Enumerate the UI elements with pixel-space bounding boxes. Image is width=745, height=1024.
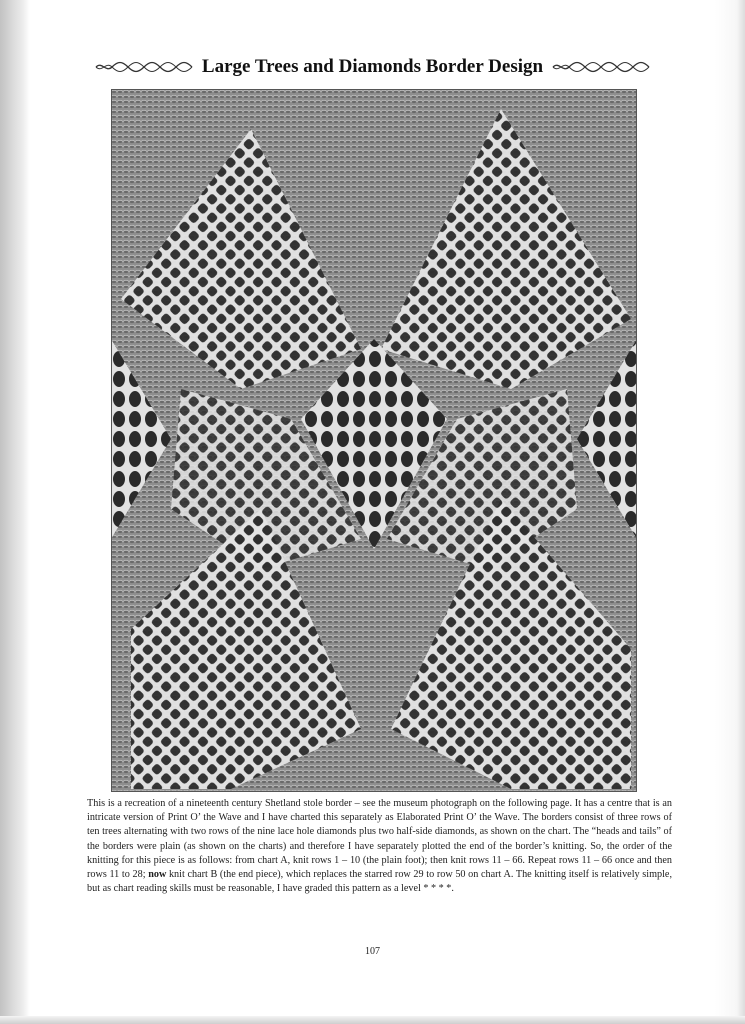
description-text (87, 797, 672, 896)
page-bottom-edge (0, 1016, 745, 1024)
page-title: Large Trees and Diamonds Border Design (201, 56, 544, 77)
description-text-part-2: knit chart B (the end piece), which replaces the starred row 29 to row 50 on chart A. The knitting itself is relatively simple, but as chart reading skills must be reasonable, I have graded this pattern as a level * * * *. (87, 869, 672, 895)
page-number: 107 (365, 946, 380, 957)
lace-photograph (111, 89, 637, 792)
book-spine-shadow (0, 0, 30, 1024)
page-edge-shadow (737, 0, 745, 1024)
title-row (80, 50, 665, 84)
left-flourish-ornament (94, 60, 194, 74)
description-text-part-1: This is a recreation of a nineteenth century Shetland stole border – see the museum photograph on the following page. It has a centre that is an intricate version of Print O’ the Wave and I have charted this separately as Elaborated Print O’ the Wave. The borders consist of three rows of ten trees alternating with two rows of the nine lace hole diamonds plus two half-side diamonds, as shown on the chart. The “heads and tails” of the borders were plain (as shown on the charts) and therefore I have separately plotted the end of the border’s knitting. So, the order of the knitting for this piece is as follows: from chart A, knit rows 1 – 10 (the plain foot); then knit rows 11 – 66. Repeat rows 11 – 66 once and then rows 11 to 28; (87, 798, 672, 881)
lace-pattern-image (111, 89, 637, 792)
right-flourish-ornament (551, 60, 651, 74)
description-paragraph (87, 797, 672, 896)
description-bold-word: now (148, 869, 167, 881)
